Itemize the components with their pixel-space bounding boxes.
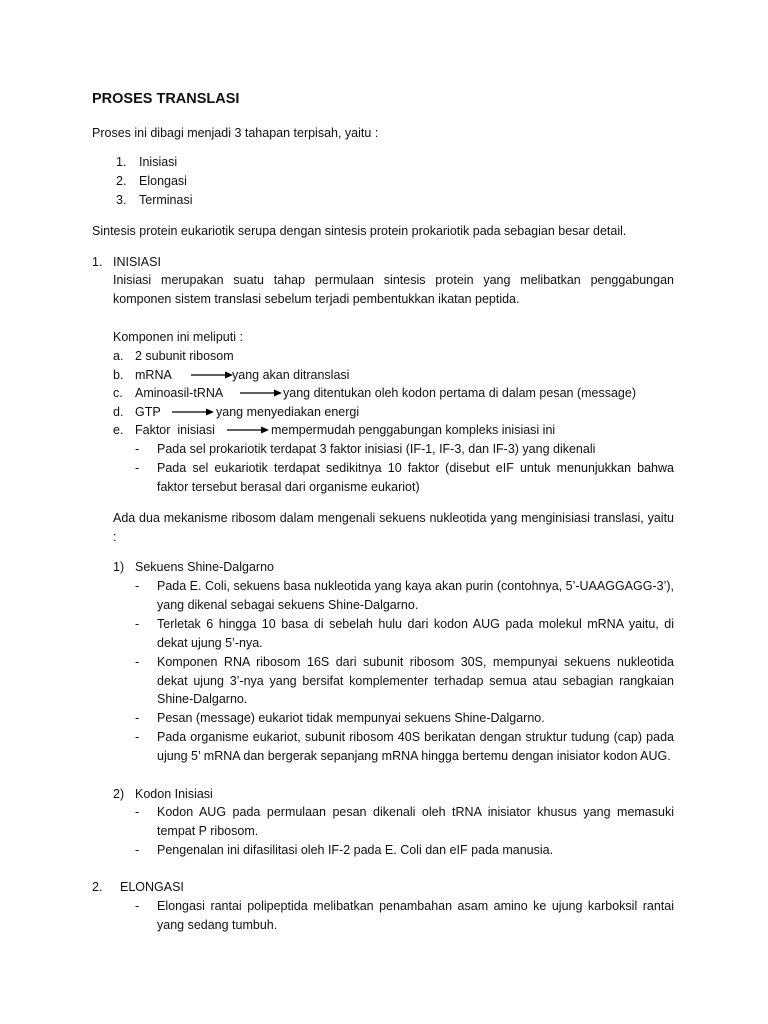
mechanism-label: Sekuens Shine-Dalgarno xyxy=(135,560,274,574)
summary-text: Sintesis protein eukariotik serupa dengan sintesis protein prokariotik pada sebagian besar detail. xyxy=(92,224,627,238)
bullet-text: Pada sel eukariotik terdapat sedikitnya 10 faktor (disebut eIF untuk menunjukkan bahwa faktor tersebut berasal dari organisme eukariot) xyxy=(157,461,674,494)
bullet-text: Komponen RNA ribosom 16S dari subunit ribosom 30S, mempunyai sekuens nukleotida dekat ujung 3’-nya yang bersifat komplementer terhadap semua atau sebagian rangkaian Shine-Dalgarno. xyxy=(157,655,674,707)
components-intro: Komponen ini meliputi : xyxy=(113,330,243,344)
section-paragraph: Inisiasi merupakan suatu tahap permulaan sintesis protein yang melibatkan penggabungan komponen sistem translasi sebelum terjadi pembentukkan ikatan peptida. xyxy=(113,273,674,306)
bullet-text: Pada E. Coli, sekuens basa nukleotida yang kaya akan purin (contohnya, 5’-UAAGGAGG-3’), yang dikenal sebagai sekuens Shine-Dalgarno. xyxy=(157,579,674,612)
component-item: GTP xyxy=(135,405,161,419)
stage-label: Elongasi xyxy=(139,174,187,188)
component-desc: yang menyediakan energi xyxy=(216,405,360,419)
stage-number: 2. xyxy=(116,174,127,188)
dash-bullet: - xyxy=(135,579,140,593)
dash-bullet: - xyxy=(135,617,140,631)
dash-bullet: - xyxy=(135,899,140,913)
mechanism-number: 1) xyxy=(113,560,125,574)
component-desc: mempermudah penggabungan kompleks inisiasi ini xyxy=(271,423,556,437)
mechanism-label: Kodon Inisiasi xyxy=(135,787,213,801)
bullet-text: Pesan (message) eukariot tidak mempunyai sekuens Shine-Dalgarno. xyxy=(157,711,545,725)
section-heading: ELONGASI xyxy=(120,880,184,894)
bullet-text: Pengenalan ini difasilitasi oleh IF-2 pada E. Coli dan eIF pada manusia. xyxy=(157,843,554,857)
dash-bullet: - xyxy=(135,805,140,819)
section-number: 1. xyxy=(92,255,103,269)
dash-bullet: - xyxy=(135,843,140,857)
stage-label: Inisiasi xyxy=(139,155,178,169)
section-heading: INISIASI xyxy=(113,255,161,269)
mechanism-number: 2) xyxy=(113,787,125,801)
component-letter: d. xyxy=(113,405,124,419)
bullet-text: Elongasi rantai polipeptida melibatkan penambahan asam amino ke ujung karboksil rantai yang sedang tumbuh. xyxy=(157,899,674,932)
intro-text: Proses ini dibagi menjadi 3 tahapan terpisah, yaitu : xyxy=(92,126,379,140)
component-letter: a. xyxy=(113,349,124,363)
component-desc: yang ditentukan oleh kodon pertama di dalam pesan (message) xyxy=(283,386,636,400)
dash-bullet: - xyxy=(135,711,140,725)
stage-label: Terminasi xyxy=(139,193,193,207)
bullet-text: Kodon AUG pada permulaan pesan dikenali oleh tRNA inisiator khusus yang memasuki tempat P ribosom. xyxy=(157,805,674,838)
component-item: mRNA xyxy=(135,368,172,382)
dash-bullet: - xyxy=(135,461,140,475)
page-title: PROSES TRANSLASI xyxy=(92,91,240,107)
mechanism-paragraph: Ada dua mekanisme ribosom dalam mengenali sekuens nukleotida yang menginisiasi translasi, yaitu : xyxy=(113,511,674,544)
dash-bullet: - xyxy=(135,442,140,456)
arrow-right-icon xyxy=(172,407,214,417)
dash-bullet: - xyxy=(135,655,140,669)
arrow-right-icon xyxy=(227,425,269,435)
bullet-text: Pada sel prokariotik terdapat 3 faktor inisiasi (IF-1, IF-3, dan IF-3) yang dikenali xyxy=(157,442,596,456)
arrow-right-icon xyxy=(191,370,233,380)
stage-number: 1. xyxy=(116,155,127,169)
component-letter: b. xyxy=(113,368,124,382)
component-letter: c. xyxy=(113,386,123,400)
component-item: 2 subunit ribosom xyxy=(135,349,234,363)
component-item: Aminoasil-tRNA xyxy=(135,386,224,400)
dash-bullet: - xyxy=(135,730,140,744)
bullet-text: Pada organisme eukariot, subunit ribosom 40S berikatan dengan struktur tudung (cap) pada ujung 5’ mRNA dan bergerak sepanjang mRNA hingga bertemu dengan inisiator kodon AUG. xyxy=(157,730,674,763)
bullet-text: Terletak 6 hingga 10 basa di sebelah hulu dari kodon AUG pada molekul mRNA yaitu, di dekat ujung 5’-nya. xyxy=(157,617,674,650)
arrow-right-icon xyxy=(240,388,282,398)
stage-number: 3. xyxy=(116,193,127,207)
component-item: Faktor inisiasi xyxy=(135,423,215,437)
section-number: 2. xyxy=(92,880,103,894)
component-letter: e. xyxy=(113,423,124,437)
component-desc: yang akan ditranslasi xyxy=(232,368,350,382)
